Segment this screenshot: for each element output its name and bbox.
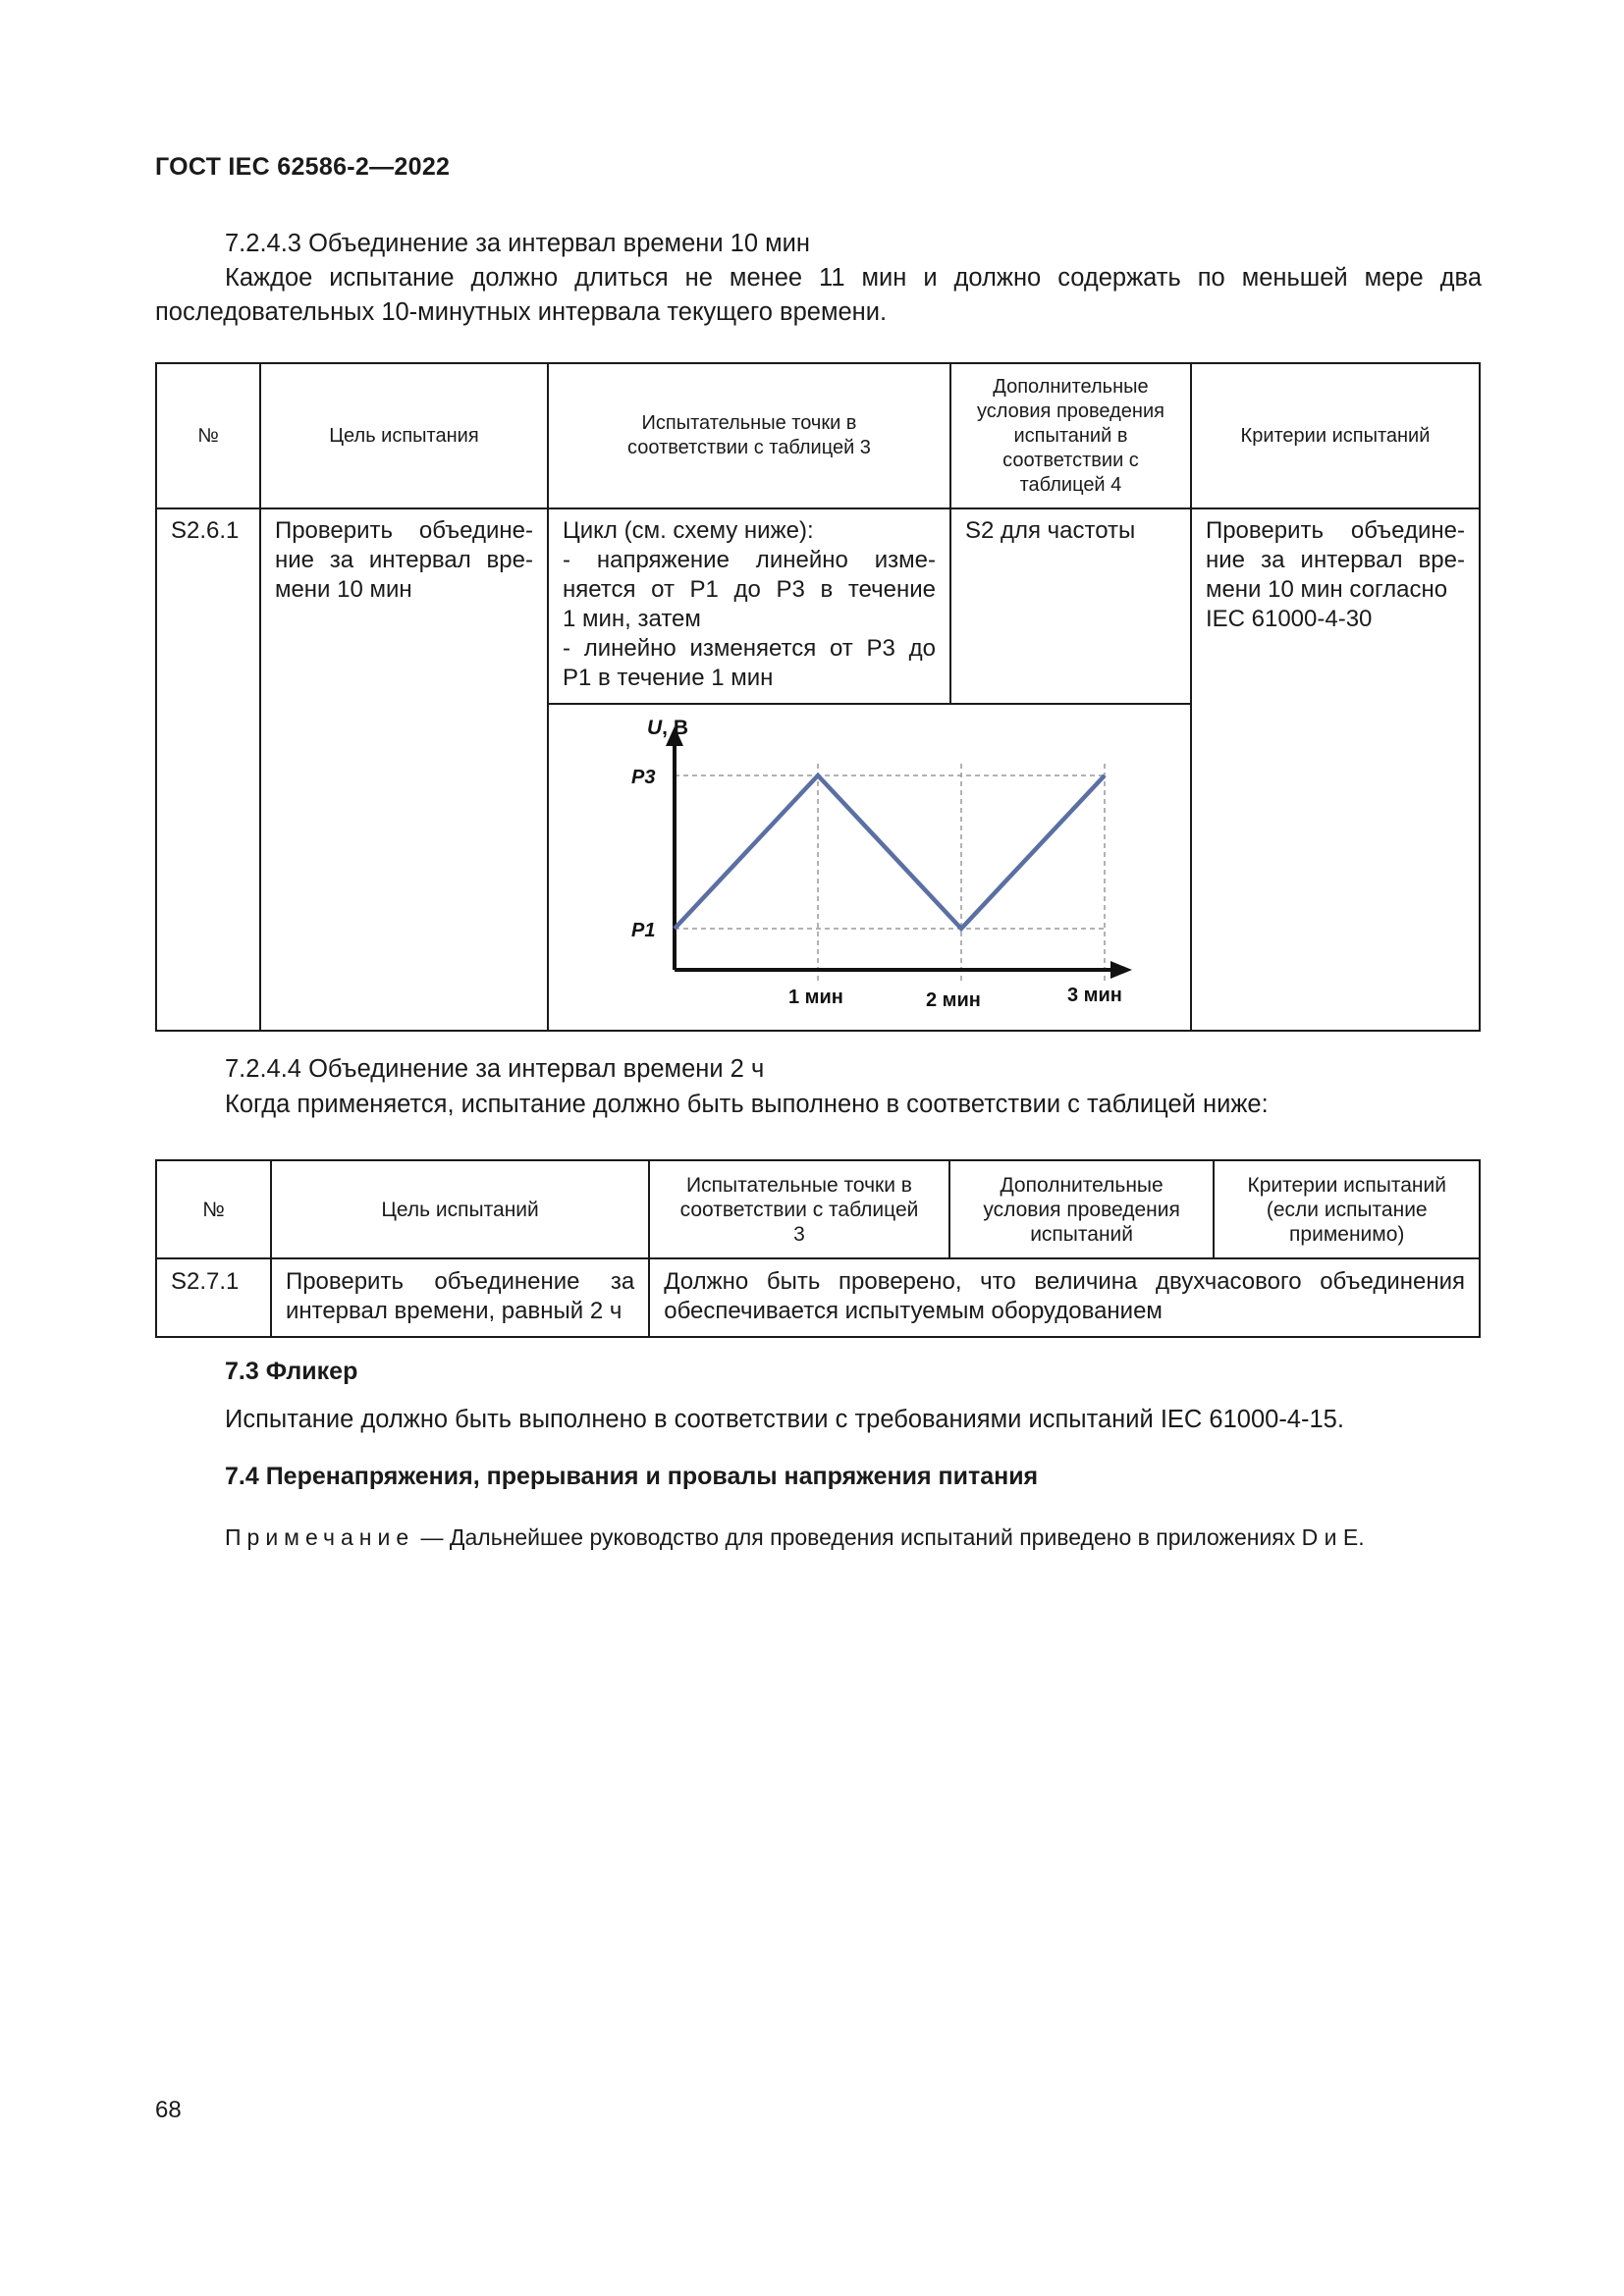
note-text: — Дальнейшее руководство для проведения испытаний приведено в приложениях D и E. <box>414 1524 1365 1550</box>
row-criteria-line: мени 10 мин согласно <box>1205 576 1448 603</box>
row-criteria <box>1191 508 1480 1031</box>
row-result-line: обеспечивается испытуемым оборудованием <box>664 1298 1163 1324</box>
header-conditions-line: соответствии с <box>1002 449 1139 471</box>
header-conditions-line: Дополнительные <box>1000 1173 1164 1197</box>
note <box>225 1524 1365 1551</box>
note-label: Примечание <box>225 1524 415 1550</box>
row-goal-line: мени 10 мин <box>274 576 412 603</box>
row-conditions: S2 для частоты <box>950 508 1191 704</box>
header-conditions-line: испытаний в <box>1013 424 1128 447</box>
voltage-cycle-chart <box>549 705 1188 1025</box>
row-points-line: Цикл (см. схему ниже): <box>562 517 814 544</box>
y-tick-label-p1: P1 <box>630 920 656 941</box>
header-num: № <box>156 1160 271 1258</box>
x-tick-label: 1 мин <box>787 987 843 1008</box>
header-conditions-line: Дополнительные <box>993 375 1149 398</box>
row-result <box>649 1258 1480 1337</box>
row-goal <box>271 1258 649 1337</box>
row-criteria-line: Проверить объедине- <box>1205 517 1465 544</box>
document-header: ГОСТ IEC 62586-2—2022 <box>155 153 451 181</box>
section-7-3-heading: 7.3 Фликер <box>225 1358 358 1385</box>
row-goal-line: Проверить объедине- <box>274 517 533 544</box>
chart-cell <box>548 704 1191 1031</box>
header-points-line: 3 <box>793 1222 805 1246</box>
table-row <box>156 1258 1480 1337</box>
y-axis-label: U, В <box>646 717 688 739</box>
row-goal-line: интервал времени, равный 2 ч <box>285 1298 623 1324</box>
row-points-line: 1 мин, затем <box>562 606 701 632</box>
section-7-2-4-3-text-line1: Каждое испытание должно длиться не менее 11 мин и должно содержать по меньшей мере два <box>225 264 1482 292</box>
section-7-2-4-3-heading: 7.2.4.3 Объединение за интервал времени 10 мин <box>225 230 810 257</box>
x-tick-label: 3 мин <box>1066 985 1122 1006</box>
header-conditions-line: испытаний <box>1030 1222 1134 1246</box>
row-points-line: P1 в течение 1 мин <box>562 665 774 691</box>
header-points-line: соответствии с таблицей 3 <box>627 437 871 458</box>
header-points <box>649 1160 949 1258</box>
row-goal <box>260 508 548 1031</box>
section-7-4-heading: 7.4 Перенапряжения, прерывания и провалы напряжения питания <box>225 1463 1039 1490</box>
row-goal-line: ние за интервал вре- <box>274 547 533 573</box>
row-points-line: - линейно изменяется от P3 до <box>562 635 936 662</box>
header-criteria-line: применимо) <box>1289 1222 1405 1246</box>
header-criteria: Критерии испытаний <box>1191 363 1480 508</box>
y-tick-label-p3: P3 <box>630 767 656 788</box>
table-header-row <box>156 363 1480 508</box>
header-conditions-line: таблицей 4 <box>1019 473 1122 496</box>
row-criteria-line: IEC 61000-4-30 <box>1205 606 1373 632</box>
x-axis-arrow <box>1110 961 1132 979</box>
section-7-2-4-4-heading: 7.2.4.4 Объединение за интервал времени 2 ч <box>225 1055 765 1083</box>
header-points-line: соответствии с таблицей <box>679 1198 919 1221</box>
header-points-line: Испытательные точки в <box>641 412 857 434</box>
table-header-row <box>156 1160 1480 1258</box>
header-points <box>548 363 950 508</box>
voltage-series-line <box>675 775 1105 929</box>
header-goal: Цель испытаний <box>271 1160 649 1258</box>
row-num: S2.7.1 <box>156 1258 271 1337</box>
x-tick-label: 2 мин <box>925 989 981 1011</box>
test-table-10min <box>155 362 1481 1032</box>
section-7-2-4-3-text-line2: последовательных 10-минутных интервала текущего времени. <box>155 298 888 326</box>
header-points-line: Испытательные точки в <box>686 1173 912 1197</box>
row-points-line: - напряжение линейно изме- <box>562 547 936 573</box>
row-criteria-line: ние за интервал вре- <box>1205 547 1465 573</box>
header-criteria-line: (если испытание <box>1266 1198 1428 1221</box>
row-result-line: Должно быть проверено, что величина двухчасового объединения <box>664 1268 1465 1295</box>
test-table-2h <box>155 1159 1481 1338</box>
section-7-3-text: Испытание должно быть выполнено в соответствии с требованиями испытаний IEC 61000-4-15. <box>225 1406 1344 1433</box>
header-conditions-line: условия проведения <box>976 400 1164 422</box>
row-num: S2.6.1 <box>156 508 260 1031</box>
header-conditions-line: условия проведения <box>983 1198 1180 1221</box>
page-number: 68 <box>155 2097 182 2123</box>
table-row <box>156 508 1480 704</box>
header-criteria-line: Критерии испытаний <box>1247 1173 1446 1197</box>
header-criteria <box>1214 1160 1480 1258</box>
header-conditions <box>950 363 1191 508</box>
header-conditions <box>949 1160 1215 1258</box>
section-7-2-4-4-text: Когда применяется, испытание должно быть выполнено в соответствии с таблицей ниже: <box>225 1091 1269 1118</box>
row-points <box>548 508 950 704</box>
row-points-line: няется от P1 до P3 в течение <box>562 576 936 603</box>
header-goal: Цель испытания <box>260 363 548 508</box>
row-goal-line: Проверить объединение за <box>285 1268 635 1295</box>
header-num: № <box>156 363 260 508</box>
